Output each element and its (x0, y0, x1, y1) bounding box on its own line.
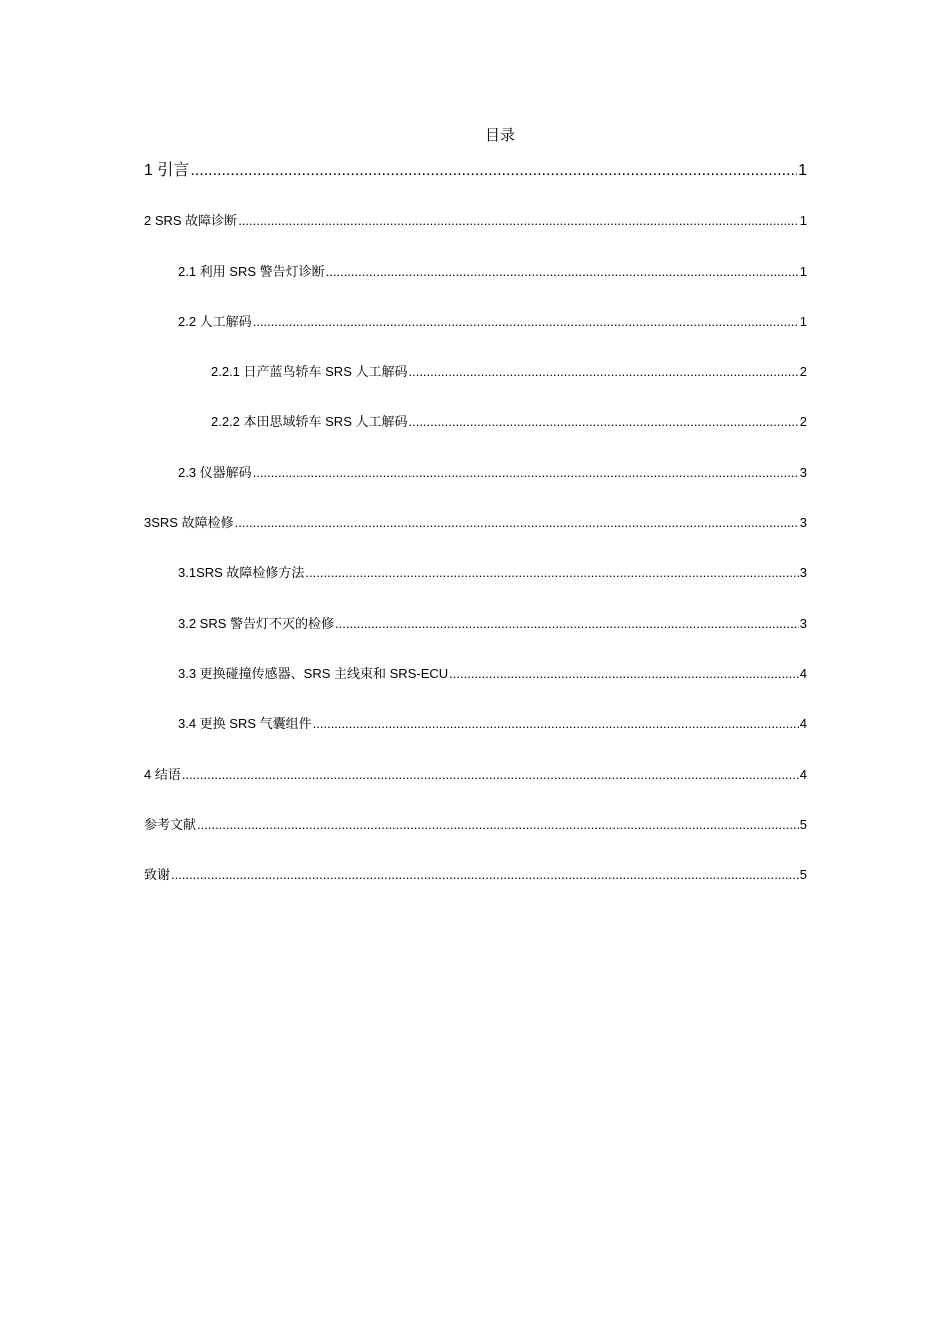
toc-entry-label: 参考文献 (144, 816, 197, 832)
toc-entry-label: 2.3 仪器解码 (178, 464, 252, 480)
toc-entry-label: 3.2 SRS 警告灯不灭的检修 (178, 615, 335, 631)
toc-entry-label: 2.1 利用 SRS 警告灯诊断 (178, 263, 325, 279)
toc-entry-label: 2 SRS 故障诊断 (144, 213, 238, 229)
toc-dot-leader (238, 210, 799, 232)
toc-entry[interactable] (144, 261, 807, 311)
toc-page-number: 4 (799, 716, 807, 732)
toc-dot-leader (182, 764, 799, 786)
toc-entry-label: 2.2.2 本田思域轿车 SRS 人工解码 (211, 414, 408, 430)
toc-page-number: 1 (799, 313, 807, 329)
toc-page-number: 3 (799, 464, 807, 480)
toc-page-number: 4 (799, 665, 807, 681)
toc-entry-label: 1 引言 (144, 162, 190, 179)
toc-dot-leader (171, 864, 799, 886)
toc-page-number: 3 (799, 515, 807, 531)
toc-entry[interactable] (144, 764, 807, 814)
toc-entry[interactable] (144, 512, 807, 562)
toc-entry[interactable] (144, 361, 807, 411)
toc-dot-leader (190, 160, 797, 182)
toc-page-number: 4 (799, 766, 807, 782)
toc-page-number: 5 (799, 816, 807, 832)
toc-page-number: 2 (799, 414, 807, 430)
toc-page-number: 3 (799, 565, 807, 581)
toc-dot-leader (408, 411, 798, 433)
toc-page-number: 5 (799, 867, 807, 883)
toc-dot-leader (253, 311, 799, 333)
table-of-contents (144, 160, 807, 914)
toc-entry[interactable] (144, 562, 807, 612)
toc-entry-label: 2.2 人工解码 (178, 313, 252, 329)
toc-entry-label: 2.2.1 日产蓝鸟轿车 SRS 人工解码 (211, 364, 408, 380)
toc-entry-label: 3.4 更换 SRS 气囊组件 (178, 716, 312, 732)
toc-page-number: 1 (799, 263, 807, 279)
toc-title: 目录 (484, 127, 515, 144)
toc-dot-leader (235, 512, 799, 534)
toc-dot-leader (253, 462, 799, 484)
toc-entry[interactable] (144, 613, 807, 663)
toc-entry[interactable] (144, 663, 807, 713)
toc-dot-leader (449, 663, 799, 685)
toc-dot-leader (408, 361, 798, 383)
toc-entry-label: 3.1SRS 故障检修方法 (178, 565, 305, 581)
toc-entry[interactable] (144, 210, 807, 260)
toc-entry[interactable] (144, 864, 807, 914)
toc-dot-leader (305, 562, 798, 584)
toc-page-number: 2 (799, 364, 807, 380)
toc-entry-label: 4 结语 (144, 766, 181, 782)
toc-entry-label: 致谢 (144, 867, 171, 883)
toc-entry[interactable] (144, 462, 807, 512)
toc-page-number: 3 (799, 615, 807, 631)
toc-entry-label: 3SRS 故障检修 (144, 515, 234, 531)
toc-page-number: 1 (798, 162, 807, 179)
toc-entry[interactable] (144, 311, 807, 361)
toc-entry-label: 3.3 更换碰撞传感器、SRS 主线束和 SRS-ECU (178, 665, 449, 681)
toc-dot-leader (326, 261, 799, 283)
toc-entry[interactable] (144, 411, 807, 461)
toc-page-number: 1 (799, 213, 807, 229)
toc-dot-leader (197, 814, 799, 836)
toc-entry[interactable] (144, 814, 807, 864)
toc-dot-leader (313, 713, 799, 735)
toc-entry[interactable] (144, 713, 807, 763)
toc-entry[interactable] (144, 160, 807, 210)
toc-dot-leader (335, 613, 799, 635)
